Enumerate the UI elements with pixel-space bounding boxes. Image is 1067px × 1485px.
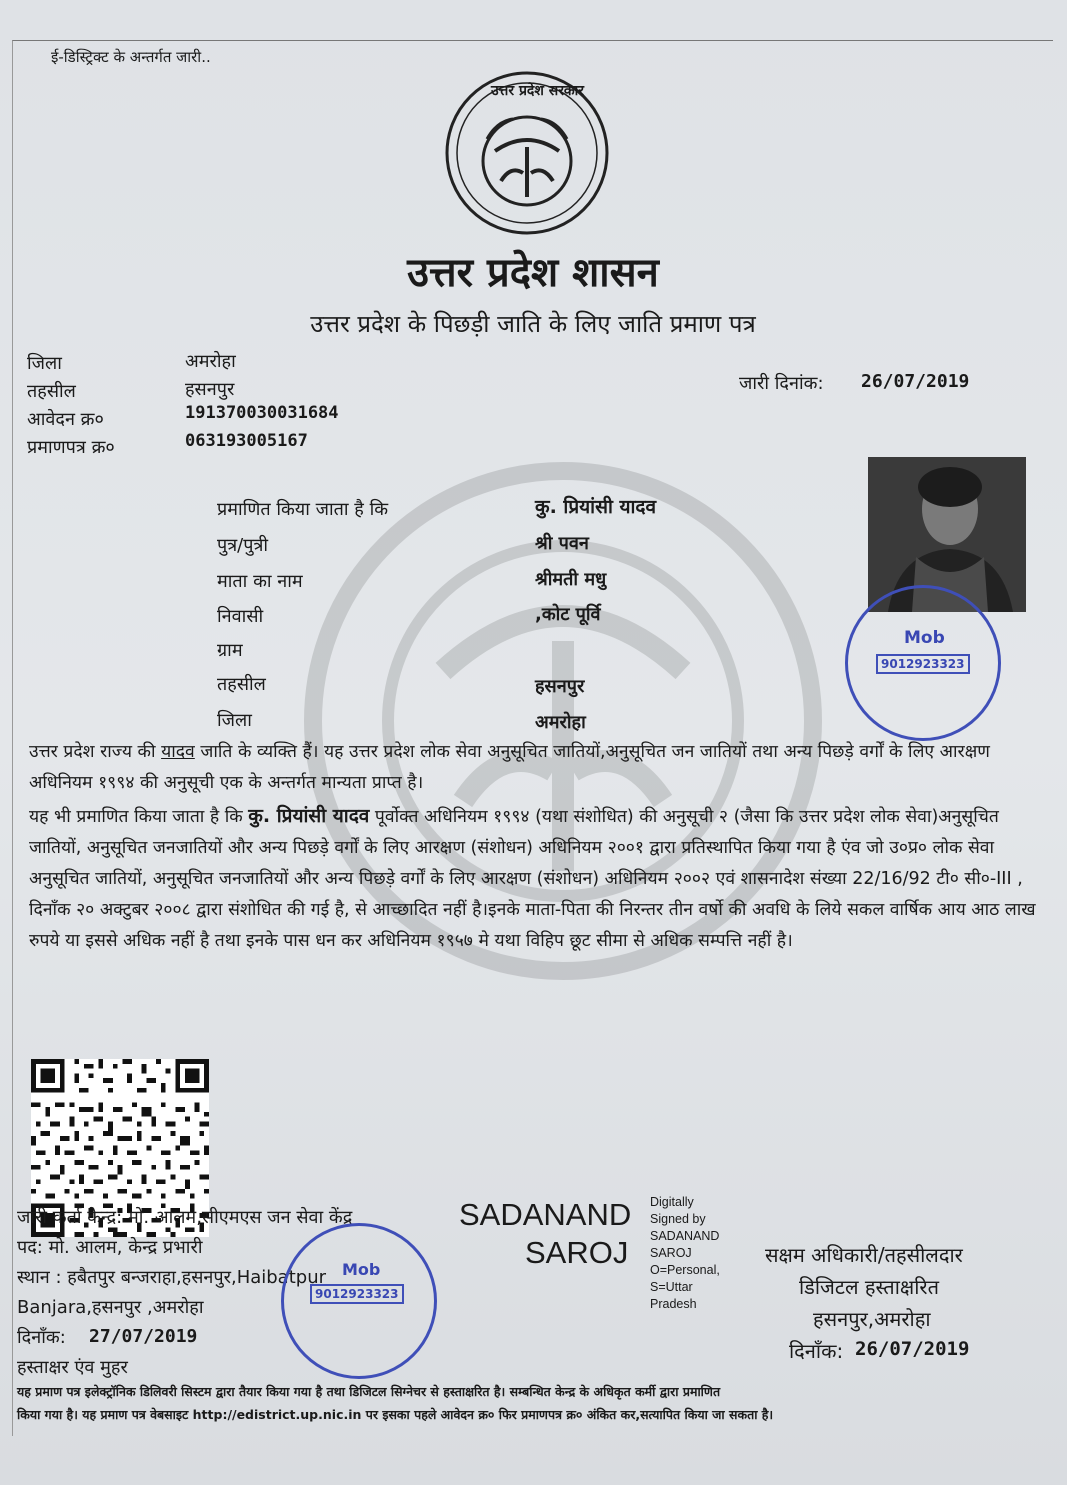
district-value: अमरोहा: [185, 351, 236, 372]
issuer-center: जारी कर्ता केन्द्र: मो. आलम,सीएमएस जन सेवा केंद्र: [17, 1207, 353, 1228]
field-value-mother: श्रीमती मधु: [535, 569, 607, 590]
issued-under-text: ई-डिस्ट्रिक्ट के अन्तर्गत जारी..: [51, 48, 211, 66]
p2-text-a: यह भी प्रमाणित किया जाता है कि: [29, 807, 249, 827]
footer-line-2: किया गया है। यह प्रमाण पत्र वेबसाइट http://edistrict.up.nic.in पर इसका पहले आवेदन क्र० फिर प्रमाणपत्र क्र० अंकित कर,सत्यापित किया जा सकता है।: [17, 1407, 774, 1422]
photo-stamp-mob-label: Mob: [904, 628, 945, 648]
field-label-son-daughter: पुत्र/पुत्री: [217, 535, 269, 556]
field-value-district: अमरोहा: [535, 712, 586, 733]
authority-date-value: 26/07/2019: [855, 1338, 970, 1360]
certificate-number: 063193005167: [185, 431, 308, 451]
authority-digital-sign: डिजिटल हस्ताक्षरित: [799, 1275, 939, 1299]
footer-line-1: यह प्रमाण पत्र इलेक्ट्रॉनिक डिलिवरी सिस्टम द्वारा तैयार किया गया है तथा डिजिटल सिग्नेचर से हस्ताक्षरित है। सम्बन्धित केन्द्र के अधिकृत कर्मी द्वारा प्रमाणित: [17, 1384, 721, 1399]
district-label: जिला: [27, 353, 62, 374]
certificate-sheet: [12, 40, 1053, 1436]
authority-title: सक्षम अधिकारी/तहसीलदार: [765, 1243, 963, 1267]
field-label-mother: माता का नाम: [217, 571, 303, 592]
center-stamp-mob-number: 9012923323: [310, 1284, 404, 1304]
field-label-tehsil: तहसील: [217, 674, 266, 695]
field-value-tehsil: हसनपुर: [535, 676, 585, 697]
authority-place: हसनपुर,अमरोहा: [813, 1307, 931, 1331]
digital-sign-line: Digitally: [650, 1195, 694, 1209]
issue-date-value: 26/07/2019: [861, 371, 970, 392]
p2-text-b: पूर्वोक्त अधिनियम १९९४ (यथा संशोधित) की अनुसूची २ (जैसा कि उत्तर प्रदेश लोक सेवा)अनुसूचित जातियों, अनुसूचित जनजातियों और अन्य पिछड़े वर्गों के लिए आरक्षण (संशोधन) अधिनियम २००१ द्वारा प्रतिस्थापित किया गया है एंव जो उ०प्र० लोक सेवा अनुसूचित जातियों, अनुसूचित जनजातियों और अन्य पिछड़े वर्गों के लिए आरक्षण (संशोधन) अधिनियम २००२ एवं शासनादेश संख्या 22/16/92 टी० सी०-III , दिनाँक २० अक्टुबर २००८ द्वारा संशोधित की गई है, से आच्छादित नहीं है।इनके माता-पिता की निरन्तर तीन वर्षो की अवधि के लिये सकल वार्षिक आय आठ लाख रुपये या इससे अधिक नहीं है तथा इनके पास धन कर अधिनियम १९५७ मे यथा विहिप छूट सीमा से अधिक सम्पत्ति नहीं है।: [29, 807, 1036, 951]
tehsil-label: तहसील: [27, 381, 76, 402]
issuer-place-2: Banjara,हसनपुर ,अमरोहा: [17, 1297, 204, 1318]
digital-sign-line: S=Uttar: [650, 1280, 693, 1294]
issuer-place-1: स्थान : हबैतपुर बन्जराहा,हसनपुर,Haibatpur: [17, 1267, 327, 1288]
p1-caste: यादव: [161, 742, 195, 762]
p2-name: कु. प्रियांसी यादव: [248, 805, 370, 827]
field-value-father: श्री पवन: [535, 533, 589, 554]
digital-sign-line: Pradesh: [650, 1297, 697, 1311]
issuer-date-value: 27/07/2019: [89, 1326, 198, 1347]
page-title: उत्तर प्रदेश शासन: [407, 250, 659, 296]
issue-date-label: जारी दिनांक:: [739, 373, 824, 394]
p1-text-a: उत्तर प्रदेश राज्य की: [29, 742, 162, 762]
digital-sign-line: Signed by: [650, 1212, 706, 1226]
tehsil-value: हसनपुर: [185, 379, 235, 400]
digital-sign-name-1: SADANAND: [459, 1197, 632, 1232]
page-subtitle: उत्तर प्रदेश के पिछड़ी जाति के लिए जाति प्रमाण पत्र: [310, 310, 756, 338]
center-stamp: [281, 1223, 437, 1379]
application-number: 191370030031684: [185, 403, 339, 423]
field-value-name: कु. प्रियांसी यादव: [535, 496, 657, 518]
certificate-label: प्रमाणपत्र क्र०: [27, 437, 115, 458]
digital-sign-line: SAROJ: [650, 1246, 692, 1260]
issuer-sign-seal: हस्ताक्षर एंव मुहर: [17, 1357, 128, 1378]
photo-stamp-mob-number: 9012923323: [876, 654, 970, 674]
application-label: आवेदन क्र०: [27, 409, 104, 430]
field-value-resident: ,कोट पूर्वि: [535, 604, 601, 625]
digital-sign-name-2: SAROJ: [525, 1235, 629, 1270]
field-label-resident: निवासी: [217, 606, 264, 627]
p1-text-b: जाति के व्यक्ति हैं। यह उत्तर प्रदेश लोक सेवा अनुसूचित जातियों,अनुसूचित जन जातियों तथा अन्य पिछड़े वर्गों के लिए आरक्षण अधिनियम १९९४ की अनुसूची एक के अन्तर्गत मान्यता प्राप्त है।: [29, 742, 990, 793]
field-label-district: जिला: [217, 710, 252, 731]
digital-sign-line: SADANAND: [650, 1229, 720, 1243]
center-stamp-mob-label: Mob: [342, 1260, 381, 1279]
digital-sign-line: O=Personal,: [650, 1263, 720, 1277]
field-label-certified: प्रमाणित किया जाता है कि: [217, 499, 389, 520]
photo-stamp: [845, 585, 1001, 741]
body-paragraph-1: [29, 737, 1049, 799]
emblem-text: उत्तर प्रदेश सरकार: [491, 83, 585, 99]
issuer-date-label: दिनाँक:: [17, 1327, 66, 1348]
field-label-village: ग्राम: [217, 640, 243, 661]
digital-sign-details: [650, 1194, 720, 1313]
authority-date-label: दिनाँक:: [789, 1339, 844, 1363]
body-paragraph-2: [29, 801, 1049, 957]
issuer-post: पद: मो. आलम, केन्द्र प्रभारी: [17, 1237, 203, 1258]
